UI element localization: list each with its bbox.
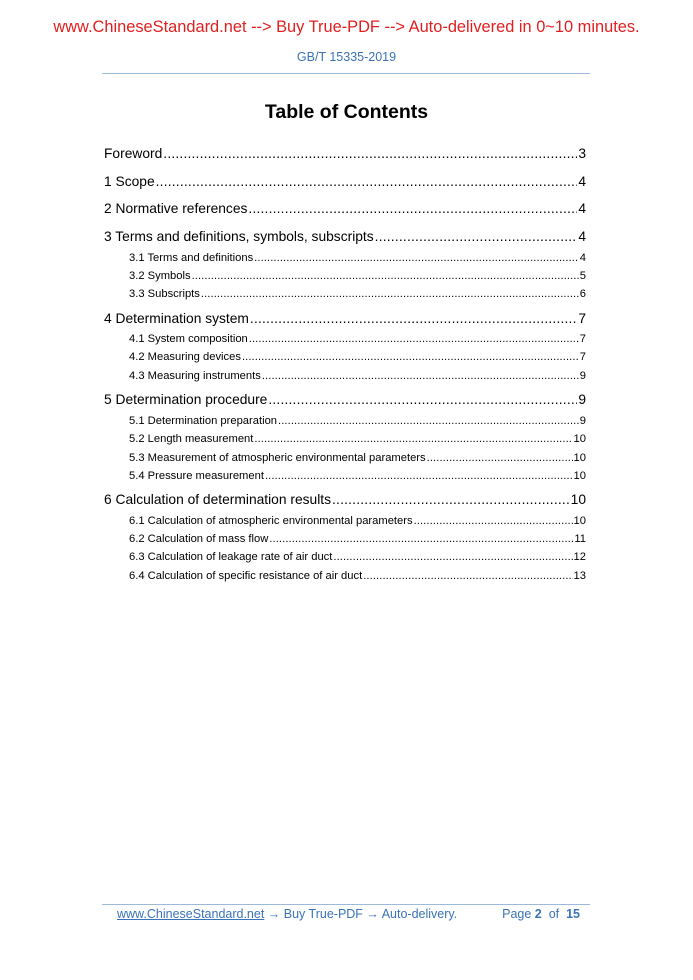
toc-leader-dots: [201, 288, 579, 300]
toc-entry-page: 10: [573, 470, 586, 482]
total-page-number: 15: [566, 907, 580, 921]
toc-entry-page: 10: [570, 492, 586, 507]
toc-subsection-entry[interactable]: [129, 370, 586, 382]
toc-entry-label: 3.3 Subscripts: [129, 288, 200, 300]
toc-entry-page: 10: [573, 452, 586, 464]
toc-entry-label: 2 Normative references: [104, 201, 248, 216]
toc-subsection-entry[interactable]: [129, 333, 586, 345]
page-footer: [117, 907, 580, 921]
toc-entry-page: 12: [573, 551, 586, 563]
toc-entry-label: 3.2 Symbols: [129, 270, 191, 282]
toc-entry-label: 3.1 Terms and definitions: [129, 252, 254, 264]
toc-entry-page: 4: [579, 252, 586, 264]
page-word: Page: [502, 907, 532, 921]
toc-entry-label: 6.3 Calculation of leakage rate of air duct: [129, 551, 333, 563]
toc-entry-page: 13: [573, 570, 586, 582]
toc-entry-label: 4 Determination system: [104, 311, 249, 326]
toc-entry-page: 7: [579, 333, 586, 345]
toc-entry-page: 11: [574, 533, 586, 545]
footer-left: [117, 907, 457, 921]
toc-leader-dots: [414, 515, 573, 527]
toc-leader-dots: [332, 492, 570, 507]
toc-entry-page: 7: [579, 351, 586, 363]
toc-subsection-entry[interactable]: [129, 270, 586, 282]
toc-entry-label: 6 Calculation of determination results: [104, 492, 332, 507]
toc-leader-dots: [242, 351, 579, 363]
toc-leader-dots: [363, 570, 572, 582]
toc-title: Table of Contents: [264, 101, 429, 123]
toc-entry-label: 3 Terms and definitions, symbols, subscripts: [104, 229, 374, 244]
toc-subsection-entry[interactable]: [129, 288, 586, 300]
toc-leader-dots: [262, 370, 579, 382]
toc-section-entry[interactable]: [104, 174, 586, 189]
toc-entry-label: 6.4 Calculation of specific resistance of air duct: [129, 570, 363, 582]
toc-leader-dots: [249, 333, 579, 345]
toc-entry-page: 9: [578, 392, 586, 407]
toc-leader-dots: [268, 392, 577, 407]
toc-leader-dots: [250, 311, 577, 326]
toc-subsection-entry[interactable]: [129, 533, 586, 545]
toc-leader-dots: [333, 551, 572, 563]
toc-section-entry[interactable]: [104, 311, 586, 326]
toc-entry-page: 4: [578, 201, 586, 216]
toc-entry-page: 4: [578, 229, 586, 244]
footer-tagline: → Buy True-PDF → Auto-delivery.: [264, 907, 458, 921]
toc-subsection-entry[interactable]: [129, 351, 586, 363]
toc-entry-label: 5.1 Determination preparation: [129, 415, 278, 427]
toc-leader-dots: [265, 470, 573, 482]
toc-leader-dots: [156, 174, 578, 189]
toc-leader-dots: [254, 252, 579, 264]
toc-entry-label: 6.1 Calculation of atmospheric environmental parameters: [129, 515, 413, 527]
toc-entry-page: 7: [578, 311, 586, 326]
toc-subsection-entry[interactable]: [129, 252, 586, 264]
toc-subsection-entry[interactable]: [129, 470, 586, 482]
toc-leader-dots: [278, 415, 579, 427]
toc-leader-dots: [192, 270, 579, 282]
toc-section-entry[interactable]: [104, 492, 586, 507]
toc-section-entry[interactable]: [104, 229, 586, 244]
toc-leader-dots: [427, 452, 573, 464]
toc-leader-dots: [163, 146, 577, 161]
toc-entry-page: 5: [579, 270, 586, 282]
toc-subsection-entry[interactable]: [129, 452, 586, 464]
current-page-number: 2: [534, 907, 542, 921]
toc-subsection-entry[interactable]: [129, 551, 586, 563]
toc-subsection-entry[interactable]: [129, 415, 586, 427]
toc-entry-page: 10: [573, 515, 586, 527]
toc-leader-dots: [254, 433, 572, 445]
toc-section-entry[interactable]: [104, 392, 586, 407]
toc-entry-label: 5 Determination procedure: [104, 392, 268, 407]
toc-entry-page: 10: [573, 433, 586, 445]
footer-divider: [102, 904, 590, 905]
toc-entry-label: Foreword: [104, 146, 163, 161]
top-banner[interactable]: www.ChineseStandard.net --> Buy True-PDF --> Auto-delivered in 0~10 minutes.: [53, 18, 640, 36]
toc-entry-label: 4.3 Measuring instruments: [129, 370, 261, 382]
toc-entry-label: 5.2 Length measurement: [129, 433, 254, 445]
toc-entry-label: 4.2 Measuring devices: [129, 351, 241, 363]
toc-entry-label: 5.3 Measurement of atmospheric environmental parameters: [129, 452, 426, 464]
toc-entry-page: 9: [579, 370, 586, 382]
toc-subsection-entry[interactable]: [129, 433, 586, 445]
toc-entry-label: 5.4 Pressure measurement: [129, 470, 264, 482]
toc-leader-dots: [375, 229, 578, 244]
toc-subsection-entry[interactable]: [129, 570, 586, 582]
header-divider: [102, 73, 590, 74]
toc-section-entry[interactable]: [104, 201, 586, 216]
page-indicator: [502, 907, 580, 921]
toc-entry-label: 6.2 Calculation of mass flow: [129, 533, 269, 545]
toc-entry-page: 4: [578, 174, 586, 189]
toc-entry-page: 3: [578, 146, 586, 161]
toc-section-entry[interactable]: [104, 146, 586, 161]
of-word: of: [548, 907, 560, 921]
standard-number: GB/T 15335-2019: [296, 50, 397, 64]
toc-leader-dots: [248, 201, 577, 216]
toc-entry-page: 9: [579, 415, 586, 427]
toc-subsection-entry[interactable]: [129, 515, 586, 527]
footer-site-link[interactable]: www.ChineseStandard.net: [117, 907, 265, 921]
toc-entry-label: 1 Scope: [104, 174, 155, 189]
toc-entry-label: 4.1 System composition: [129, 333, 248, 345]
toc-leader-dots: [269, 533, 573, 545]
toc-entry-page: 6: [579, 288, 586, 300]
